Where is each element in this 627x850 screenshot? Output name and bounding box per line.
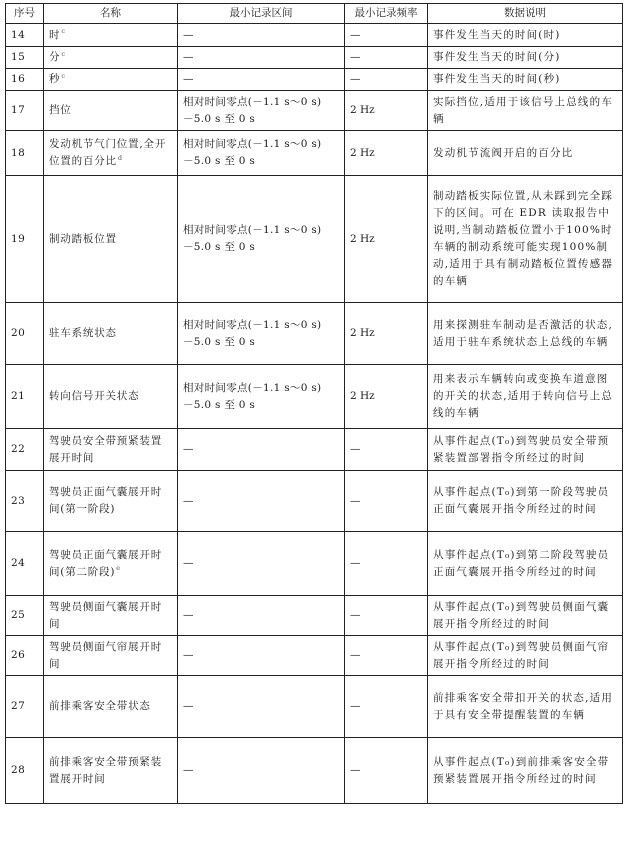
row-description: 前排乘客安全带扣开关的状态,适用于具有安全带提醒装置的车辆 [428,676,623,738]
header-frequency: 最小记录频率 [345,4,428,24]
row-interval-line: — [183,51,194,63]
row-description: 从事件起点(T₀)到第一阶段驾驶员正面气囊展开指令所经过的时间 [428,471,623,532]
row-number: 23 [6,471,44,532]
row-interval-line: －5.0 s 至 0 s [183,241,256,253]
row-name-cell [44,91,178,131]
row-interval-line: — [183,443,194,455]
row-name: 秒 [49,73,61,85]
row-interval-cell [178,429,345,471]
row-name: 驾驶员安全带预紧装置展开时间 [49,434,162,464]
row-name-cell [44,471,178,532]
row-description: 从事件起点(T₀)到驾驶员侧面气囊展开指令所经过的时间 [428,596,623,636]
row-name: 驾驶员正面气囊展开时间(第一阶段) [49,486,162,515]
row-description: 事件发生当天的时间(秒) [428,69,623,91]
row-interval-line: －5.0 s 至 0 s [183,398,256,411]
row-interval-line: — [183,700,194,712]
row-name: 驾驶员侧面气帘展开时间 [49,640,162,670]
row-interval-line: — [183,557,194,569]
row-interval-cell [178,738,345,804]
row-name-cell [44,738,178,804]
row-name-cell [44,365,178,429]
row-interval-cell [178,365,345,429]
row-name: 制动踏板位置 [49,232,117,245]
row-interval-line: — [183,494,194,507]
row-interval-cell [178,91,345,131]
row-frequency: 2 Hz [345,131,428,176]
row-description: 从事件起点(T₀)到前排乘客安全带预紧装置展开指令所经过的时间 [428,738,623,804]
row-frequency: 2 Hz [345,91,428,131]
row-description: 用来探测驻车制动是否激活的状态,适用于驻车系统状态上总线的车辆 [428,303,623,365]
footnote-marker: c [61,71,65,80]
row-name-cell [44,24,178,47]
header-description: 数据说明 [428,4,623,24]
row-interval-line: — [183,609,194,621]
row-interval-line: 相对时间零点(－1.1 s～0 s) [183,381,322,394]
table-row [6,47,623,69]
row-number: 17 [6,91,44,131]
row-frequency: — [345,429,428,471]
row-name-cell [44,532,178,596]
row-interval-cell [178,176,345,303]
row-number: 19 [6,176,44,303]
footnote-marker: c [61,27,65,35]
table-row [6,738,623,804]
row-number: 26 [6,636,44,676]
row-interval-cell [178,532,345,596]
row-description: 从事件起点(T₀)到驾驶员安全带预紧装置部署指令所经过的时间 [428,429,623,471]
row-interval-line: — [183,649,194,661]
table-row [6,176,623,303]
row-interval-line: －5.0 s 至 0 s [183,335,256,348]
table-header-row [6,4,623,24]
table-row [6,303,623,365]
row-interval-cell [178,47,345,69]
row-interval-line: 相对时间零点(－1.1 s～0 s) [183,224,322,236]
row-name-cell [44,676,178,738]
row-interval-cell [178,676,345,738]
row-name: 驻车系统状态 [49,327,117,339]
row-frequency: 2 Hz [345,365,428,429]
row-description: 事件发生当天的时间(分) [428,47,623,69]
row-interval-line: — [183,28,194,41]
row-interval-line: －5.0 s 至 0 s [183,155,256,167]
table-row [6,365,623,429]
row-description: 实际挡位,适用于该信号上总线的车辆 [428,91,623,131]
row-interval-line: — [183,73,194,85]
row-interval-cell [178,303,345,365]
row-name-cell [44,429,178,471]
edr-data-table [5,3,623,804]
row-name: 挡位 [49,104,72,116]
table-row [6,91,623,131]
header-no: 序号 [6,4,44,24]
row-interval-cell [178,471,345,532]
row-frequency: — [345,676,428,738]
row-description: 用来表示车辆转向或变换车道意图的开关的状态,适用于转向信号上总线的车辆 [428,365,623,429]
table-row [6,24,623,47]
table-row [6,131,623,176]
row-name: 前排乘客安全带预紧装置展开时间 [49,755,162,785]
row-frequency: — [345,24,428,47]
row-name: 发动机节气门位置,全开位置的百分比 [49,138,167,167]
table-row [6,429,623,471]
row-frequency: — [345,69,428,91]
row-description: 发动机节流阀开启的百分比 [428,131,623,176]
row-interval-cell [178,69,345,91]
row-number: 27 [6,676,44,738]
row-name-cell [44,47,178,69]
row-number: 16 [6,69,44,91]
row-interval-line: 相对时间零点(－1.1 s～0 s) [183,318,322,331]
row-name: 驾驶员正面气囊展开时间(第二阶段) [49,548,162,578]
row-name: 分 [49,51,61,63]
row-interval-cell [178,24,345,47]
row-interval-cell [178,131,345,176]
row-name: 时 [49,28,61,41]
row-frequency: — [345,636,428,676]
row-number: 28 [6,738,44,804]
row-number: 25 [6,596,44,636]
header-name: 名称 [44,4,178,24]
row-number: 14 [6,24,44,47]
row-interval-cell [178,636,345,676]
row-number: 15 [6,47,44,69]
row-frequency: — [345,47,428,69]
header-interval: 最小记录区间 [178,4,345,24]
row-number: 22 [6,429,44,471]
row-name: 驾驶员侧面气囊展开时间 [49,600,162,630]
row-name-cell [44,131,178,176]
row-name-cell [44,636,178,676]
row-frequency: — [345,471,428,532]
row-name-cell [44,596,178,636]
row-interval-cell [178,596,345,636]
table-row [6,596,623,636]
row-name-cell [44,303,178,365]
row-number: 21 [6,365,44,429]
row-interval-line: — [183,764,194,776]
footnote-marker: d [117,153,122,162]
row-name-cell [44,176,178,303]
row-description: 事件发生当天的时间(时) [428,24,623,47]
row-name-cell [44,69,178,91]
row-number: 20 [6,303,44,365]
row-frequency: 2 Hz [345,176,428,303]
row-description: 制动踏板实际位置,从未踩到完全踩下的区间。可在 EDR 读取报告中说明,当制动踏板位置小于100%时车辆的制动系统可能实现100%制动,适用于具有制动踏板位置传感器的车辆 [428,176,623,303]
row-interval-line: 相对时间零点(－1.1 s～0 s) [183,138,322,150]
row-number: 24 [6,532,44,596]
footnote-marker: c [61,49,65,58]
table-row [6,636,623,676]
row-frequency: — [345,596,428,636]
row-frequency: — [345,738,428,804]
footnote-marker: e [116,564,121,572]
row-description: 从事件起点(T₀)到第二阶段驾驶员正面气囊展开指令所经过的时间 [428,532,623,596]
row-name: 转向信号开关状态 [49,390,140,402]
row-frequency: 2 Hz [345,303,428,365]
table-row [6,676,623,738]
row-number: 18 [6,131,44,176]
row-interval-line: 相对时间零点(－1.1 s～0 s) [183,95,322,108]
row-interval-line: －5.0 s 至 0 s [183,112,256,125]
table-row [6,69,623,91]
row-name: 前排乘客安全带状态 [49,700,151,712]
row-frequency: — [345,532,428,596]
table-row [6,532,623,596]
table-row [6,471,623,532]
row-description: 从事件起点(T₀)到驾驶员侧面气帘展开指令所经过的时间 [428,636,623,676]
